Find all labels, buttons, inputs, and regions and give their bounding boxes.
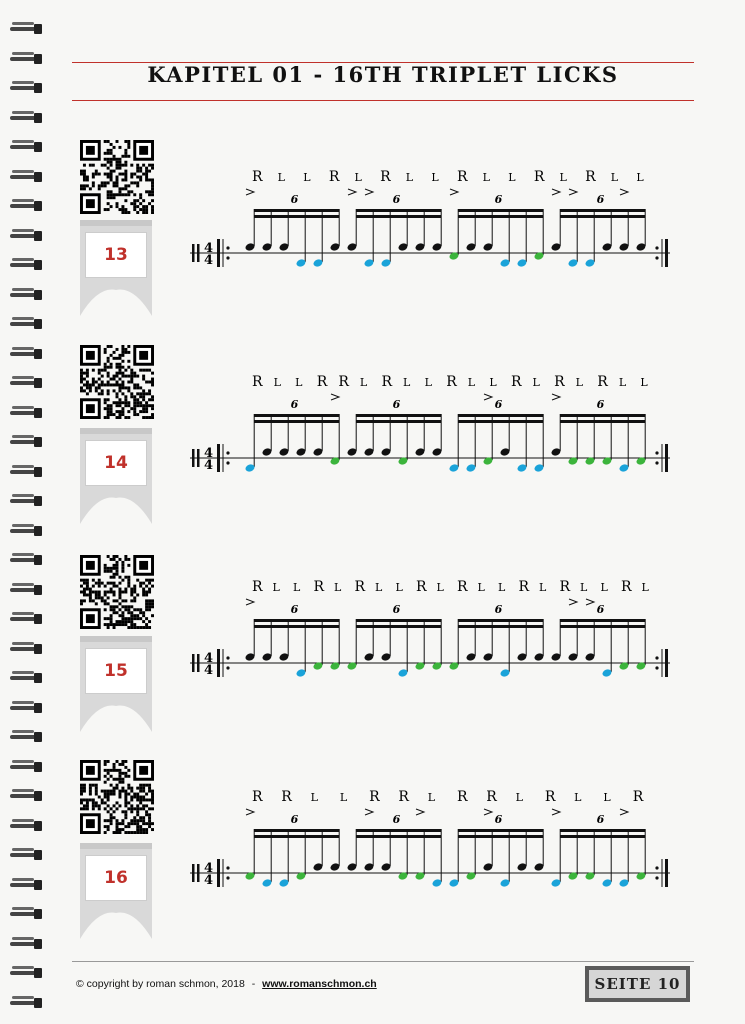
percussion-clef-bar <box>197 864 200 882</box>
time-signature-bottom: 4 <box>204 458 214 473</box>
binding-ring <box>10 642 40 656</box>
beam <box>560 209 646 212</box>
accent-mark <box>348 189 356 195</box>
repeat-dot <box>226 656 229 659</box>
sticking-letter: L <box>277 171 285 184</box>
exercise-number-14: 14 <box>85 440 147 486</box>
beam <box>356 420 442 423</box>
qr-code-15[interactable] <box>80 555 154 629</box>
exercise-number-13: 13 <box>85 232 147 278</box>
binding-ring <box>10 789 40 803</box>
sticking-letter: R <box>316 374 328 390</box>
sticking-letter: R <box>510 374 522 390</box>
qr-code-16[interactable] <box>80 760 154 834</box>
binding-ring <box>10 907 40 921</box>
beam <box>560 829 646 832</box>
tuplet-number: 6 <box>494 813 503 826</box>
accent-mark <box>569 189 577 195</box>
binding-ring <box>10 406 40 420</box>
spiral-binding <box>0 0 48 1024</box>
tuplet-number: 6 <box>494 603 503 616</box>
exercise-badge-15 <box>76 636 156 736</box>
binding-ring <box>10 199 40 213</box>
binding-ring <box>10 288 40 302</box>
tuplet-number: 6 <box>392 813 401 826</box>
sticking-letter: R <box>252 789 263 805</box>
exercise-badge-13 <box>76 220 156 320</box>
percussion-clef-bar <box>197 449 200 467</box>
repeat-dot <box>655 461 658 464</box>
beam <box>560 619 646 622</box>
exercise-badge-14 <box>76 428 156 528</box>
beam <box>560 625 646 628</box>
tuplet-number: 6 <box>596 398 605 411</box>
accent-mark <box>416 809 424 815</box>
sticking-letter: L <box>600 581 608 594</box>
binding-ring <box>10 848 40 862</box>
repeat-dot <box>655 666 658 669</box>
time-signature-top: 4 <box>204 446 214 461</box>
repeat-end-bar <box>665 444 668 472</box>
sticking-letter: R <box>369 789 380 805</box>
exercise-number-15: 15 <box>85 648 147 694</box>
footer-rule <box>72 961 694 962</box>
sticking-letter: L <box>574 791 582 804</box>
repeat-dot <box>226 876 229 879</box>
binding-ring <box>10 435 40 449</box>
sticking-letter: L <box>272 581 280 594</box>
sticking-letter: R <box>486 789 497 805</box>
sticking-letter: R <box>457 789 468 805</box>
accent-mark <box>552 394 560 400</box>
copyright-label: © copyright by roman schmon, 2018 <box>76 978 245 990</box>
beam <box>560 835 646 838</box>
sticking-letter: L <box>539 581 547 594</box>
copyright-separator: - <box>251 978 256 990</box>
binding-ring <box>10 347 40 361</box>
repeat-start-bar <box>217 859 220 887</box>
page-title: KAPITEL 01 - 16TH TRIPLET LICKS <box>147 62 619 87</box>
tuplet-number: 6 <box>392 398 401 411</box>
repeat-dot <box>655 866 658 869</box>
sticking-letter: R <box>457 579 468 595</box>
beam <box>560 414 646 417</box>
beam <box>458 215 544 218</box>
binding-ring <box>10 524 40 538</box>
repeat-dot <box>655 256 658 259</box>
accent-mark <box>552 809 560 815</box>
percussion-clef-bar <box>197 654 200 672</box>
sticking-letter: R <box>544 789 556 805</box>
beam <box>254 414 340 417</box>
notation-staff-16 <box>180 785 680 915</box>
percussion-clef-bar <box>192 654 195 672</box>
accent-mark <box>246 189 254 195</box>
tuplet-number: 6 <box>290 603 299 616</box>
beam <box>458 209 544 212</box>
repeat-dot <box>226 461 229 464</box>
accent-mark <box>484 394 492 400</box>
beam <box>458 829 544 832</box>
beam <box>356 414 442 417</box>
sticking-letter: L <box>477 581 485 594</box>
beam <box>458 619 544 622</box>
sticking-letter: L <box>354 171 362 184</box>
sticking-letter: L <box>508 171 516 184</box>
sticking-letter: R <box>597 374 608 390</box>
binding-ring <box>10 170 40 184</box>
tuplet-number: 6 <box>392 603 401 616</box>
page-number-badge <box>585 966 690 1002</box>
sticking-letter: R <box>632 789 644 805</box>
qr-code-13[interactable] <box>80 140 154 214</box>
sticking-letter: L <box>395 581 403 594</box>
sticking-letter: L <box>310 791 318 804</box>
binding-ring <box>10 671 40 685</box>
sticking-letter: R <box>281 789 292 805</box>
repeat-start-bar <box>217 649 220 677</box>
sticking-letter: L <box>515 791 523 804</box>
qr-pattern <box>80 760 154 834</box>
sticking-letter: L <box>532 376 540 389</box>
tuplet-number: 6 <box>290 193 299 206</box>
binding-ring <box>10 465 40 479</box>
sticking-letter: R <box>554 374 565 390</box>
binding-ring <box>10 612 40 626</box>
sticking-letter: L <box>295 376 303 389</box>
qr-pattern <box>80 345 154 419</box>
qr-pattern <box>80 140 154 214</box>
sticking-letter: R <box>621 579 632 595</box>
repeat-dot <box>655 656 658 659</box>
sticking-letter: L <box>339 791 348 804</box>
binding-ring <box>10 494 40 508</box>
beam <box>356 215 442 218</box>
sticking-letter: R <box>398 789 409 805</box>
sticking-letter: L <box>303 171 311 184</box>
exercise-number-16: 16 <box>85 855 147 901</box>
binding-ring <box>10 583 40 597</box>
tuplet-number: 6 <box>290 813 299 826</box>
tuplet-number: 6 <box>290 398 299 411</box>
time-signature-top: 4 <box>204 651 214 666</box>
sticking-letter: L <box>618 376 627 389</box>
accent-mark <box>620 189 628 195</box>
binding-ring <box>10 229 40 243</box>
accent-mark <box>569 599 577 605</box>
accent-mark <box>365 809 373 815</box>
binding-ring <box>10 996 40 1010</box>
beam <box>560 215 646 218</box>
sticking-letter: L <box>603 791 611 804</box>
repeat-end-bar <box>665 859 668 887</box>
time-signature-top: 4 <box>204 241 214 256</box>
sticking-letter: R <box>380 169 391 185</box>
sticking-letter: L <box>273 376 281 389</box>
binding-ring <box>10 317 40 331</box>
sticking-letter: L <box>334 581 342 594</box>
time-signature-bottom: 4 <box>204 663 214 678</box>
sticking-letter: R <box>252 579 263 595</box>
repeat-end-bar <box>665 649 668 677</box>
percussion-clef-bar <box>192 449 195 467</box>
sticking-letter: R <box>338 374 349 390</box>
sticking-letter: R <box>585 169 596 185</box>
binding-ring <box>10 701 40 715</box>
binding-ring <box>10 760 40 774</box>
beam <box>254 625 340 628</box>
beam <box>356 209 442 212</box>
sticking-letter: L <box>482 171 490 184</box>
repeat-start-bar <box>217 444 220 472</box>
tuplet-number: 6 <box>596 603 605 616</box>
repeat-dot <box>226 866 229 869</box>
accent-mark <box>586 599 594 605</box>
beam <box>356 829 442 832</box>
notation-staff-15 <box>180 575 680 705</box>
sticking-letter: L <box>636 171 644 184</box>
sticking-letter: L <box>359 376 368 389</box>
accent-mark <box>484 809 492 815</box>
percussion-clef-bar <box>197 244 200 262</box>
notation-staff-14 <box>180 370 680 500</box>
time-signature-bottom: 4 <box>204 873 214 888</box>
repeat-dot <box>226 256 229 259</box>
binding-ring <box>10 22 40 36</box>
sticking-letter: L <box>436 581 444 594</box>
accent-mark <box>246 809 254 815</box>
beam <box>254 420 340 423</box>
page-number-label: SEITE 10 <box>589 970 686 998</box>
sticking-letter: R <box>533 169 545 185</box>
binding-ring <box>10 937 40 951</box>
sticking-letter: L <box>575 376 583 389</box>
binding-ring <box>10 966 40 980</box>
accent-mark <box>246 599 254 605</box>
sticking-letter: L <box>375 581 383 594</box>
binding-ring <box>10 376 40 390</box>
beam <box>254 835 340 838</box>
sticking-letter: L <box>467 376 476 389</box>
sticking-letter: L <box>405 171 414 184</box>
sticking-letter: L <box>640 376 648 389</box>
repeat-dot <box>655 246 658 249</box>
binding-ring <box>10 878 40 892</box>
sticking-letter: R <box>457 169 468 185</box>
beam <box>254 619 340 622</box>
repeat-end-bar <box>665 239 668 267</box>
sticking-letter: R <box>381 374 393 390</box>
time-signature-bottom: 4 <box>204 253 214 268</box>
repeat-dot <box>226 451 229 454</box>
sticking-letter: R <box>518 579 530 595</box>
beam <box>458 414 544 417</box>
repeat-dot <box>226 246 229 249</box>
beam <box>356 625 442 628</box>
repeat-dot <box>655 451 658 454</box>
tuplet-number: 6 <box>494 193 503 206</box>
sticking-letter: R <box>252 169 263 185</box>
binding-ring <box>10 553 40 567</box>
website-link[interactable]: www.romanschmon.ch <box>262 978 377 990</box>
accent-mark <box>450 189 458 195</box>
binding-ring <box>10 52 40 66</box>
accent-mark <box>331 394 339 400</box>
percussion-clef-bar <box>192 864 195 882</box>
binding-ring <box>10 81 40 95</box>
binding-ring <box>10 258 40 272</box>
tuplet-number: 6 <box>392 193 401 206</box>
beam <box>458 835 544 838</box>
binding-ring <box>10 140 40 154</box>
binding-ring <box>10 819 40 833</box>
beam <box>356 835 442 838</box>
sticking-letter: R <box>252 374 263 390</box>
sticking-letter: L <box>580 581 588 594</box>
accent-mark <box>620 809 628 815</box>
beam <box>254 215 340 218</box>
tuplet-number: 6 <box>596 193 605 206</box>
qr-pattern <box>80 555 154 629</box>
beam <box>560 420 646 423</box>
sticking-letter: L <box>293 581 301 594</box>
beam <box>356 619 442 622</box>
copyright-text <box>76 978 377 990</box>
tuplet-number: 6 <box>494 398 503 411</box>
beam <box>458 420 544 423</box>
sticking-letter: R <box>313 579 325 595</box>
accent-mark <box>365 189 373 195</box>
sticking-letter: L <box>641 581 649 594</box>
sticking-letter: L <box>498 581 506 594</box>
percussion-clef-bar <box>192 244 195 262</box>
sticking-letter: L <box>489 376 497 389</box>
repeat-start-bar <box>217 239 220 267</box>
qr-code-14[interactable] <box>80 345 154 419</box>
tuplet-number: 6 <box>596 813 605 826</box>
repeat-dot <box>655 876 658 879</box>
exercise-badge-16 <box>76 843 156 943</box>
sticking-letter: R <box>354 579 366 595</box>
binding-ring <box>10 111 40 125</box>
binding-ring <box>10 730 40 744</box>
notation-staff-13 <box>180 165 680 295</box>
beam <box>254 209 340 212</box>
time-signature-top: 4 <box>204 861 214 876</box>
beam <box>458 625 544 628</box>
sticking-letter: L <box>427 791 436 804</box>
sticking-letter: L <box>431 171 439 184</box>
sticking-letter: L <box>424 376 432 389</box>
beam <box>254 829 340 832</box>
sticking-letter: L <box>610 171 619 184</box>
title-rule-bottom <box>72 100 694 101</box>
sticking-letter: R <box>328 169 340 185</box>
sticking-letter: L <box>403 376 411 389</box>
sticking-letter: R <box>446 374 457 390</box>
sticking-letter: R <box>559 579 571 595</box>
sticking-letter: L <box>559 171 567 184</box>
accent-mark <box>552 189 560 195</box>
sticking-letter: R <box>416 579 427 595</box>
repeat-dot <box>226 666 229 669</box>
